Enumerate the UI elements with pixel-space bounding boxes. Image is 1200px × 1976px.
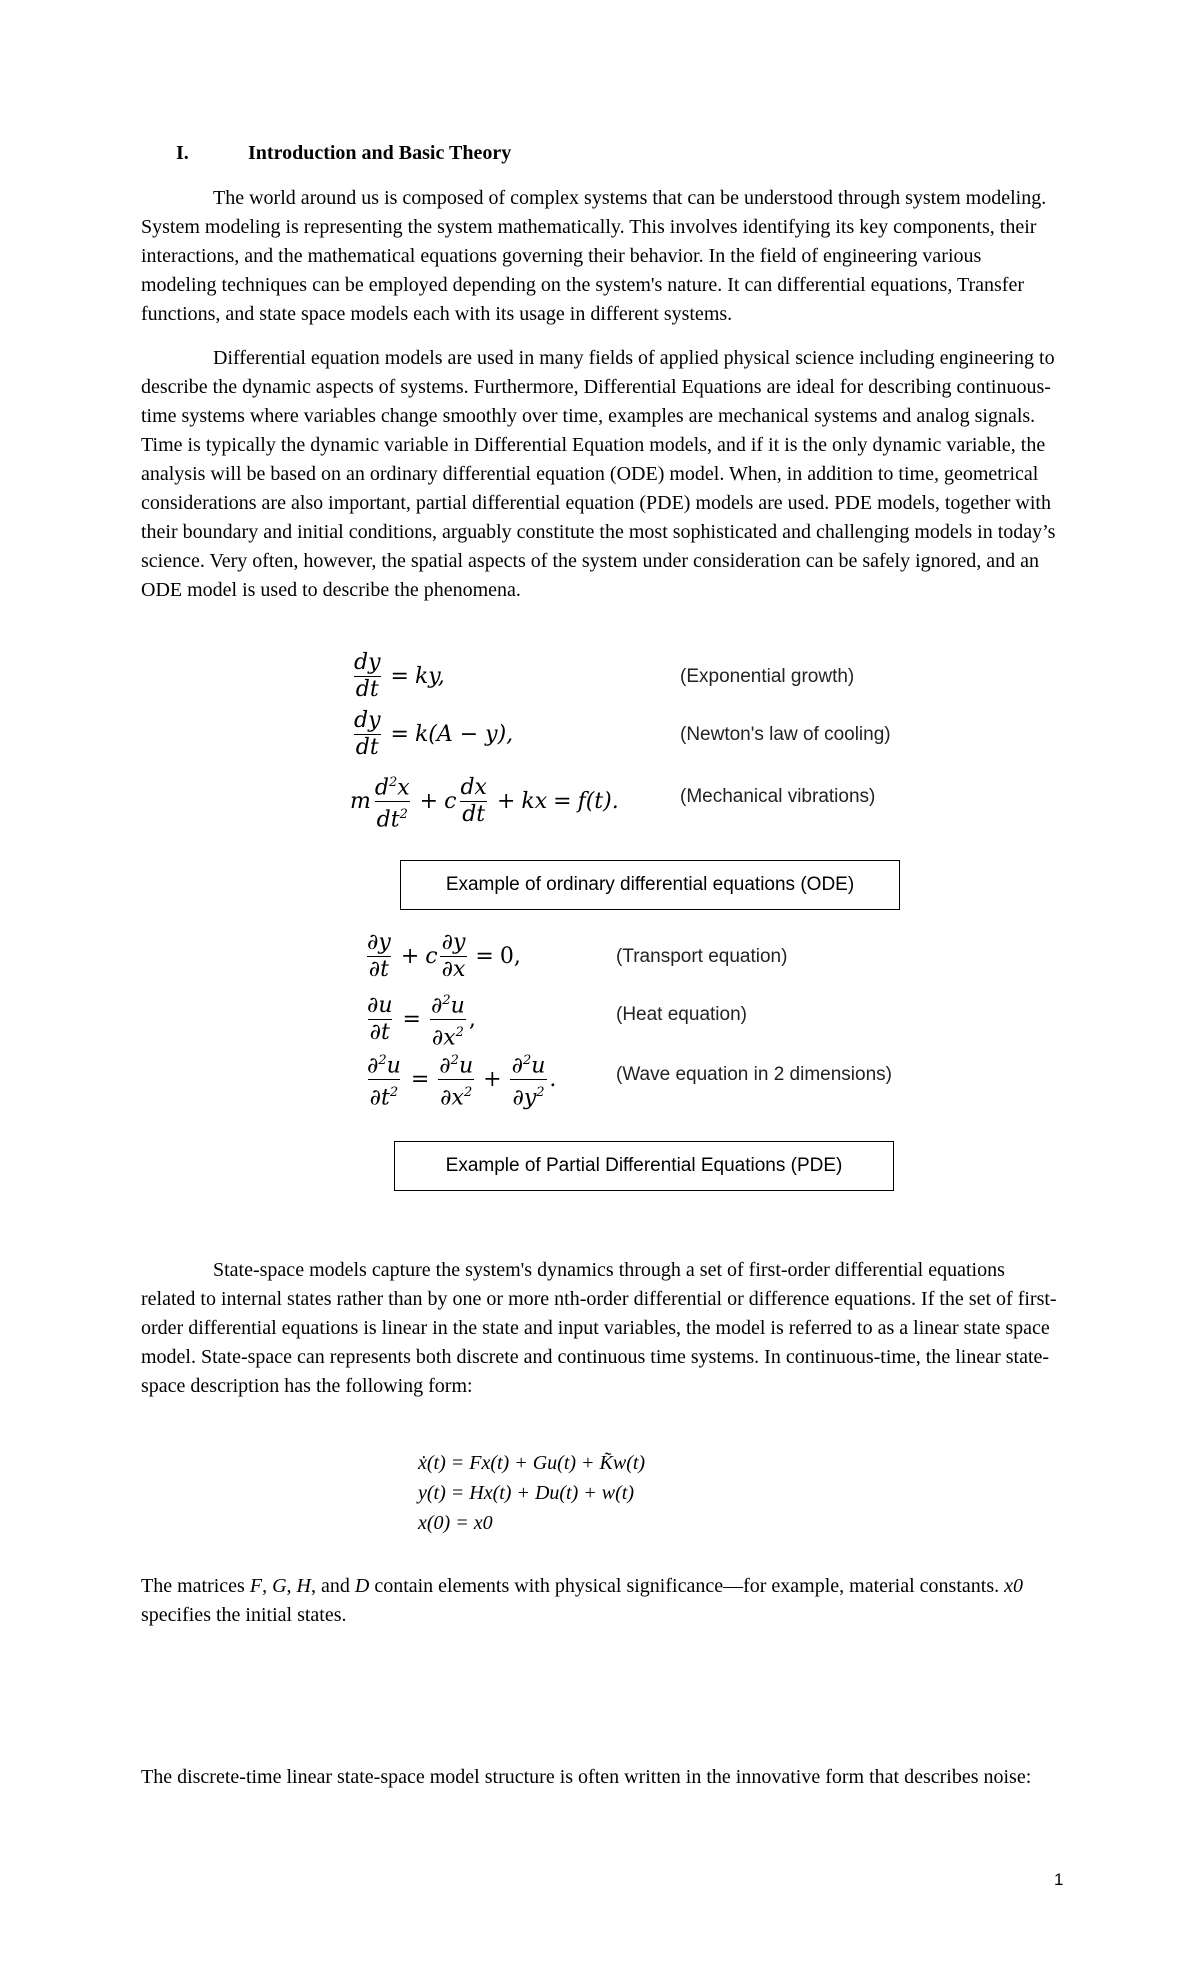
matrices-text-b: contain elements with physical significance—for example, material constants. <box>369 1575 1005 1597</box>
matrix-f: F <box>249 1575 263 1597</box>
pde-label-transport: (Transport equation) <box>616 946 788 967</box>
intro-paragraph <box>141 184 1061 329</box>
intro-text: The world around us is composed of complex systems that can be understood through system modeling. System modeling is representing the system mathematically. This involves identifying its key components, their interactions, and the mathematical equations governing their behavior. In the field of engineering various modeling techniques can be employed depending on the system's nature. It can differential equations, Transfer functions, and state space models each with its usage in different systems. <box>141 187 1047 325</box>
discrete-paragraph <box>141 1763 1061 1792</box>
section-title: Introduction and Basic Theory <box>248 142 512 164</box>
pde-equation-heat: $\frac{\partial u}{\partial t}$ = $\frac{\partial^2u}{\partial x^2}$ , <box>367 993 476 1051</box>
ode-equations <box>350 650 950 836</box>
matrices-text-c: specifies the initial states. <box>141 1604 347 1626</box>
state-space-text: State-space models capture the system's dynamics through a set of first-order differential equations related to internal states rather than by one or more nth-order differential or difference equations. If the set of first-order differential equations is linear in the state and input variables, the model is referred to as a linear state space model. State-space can represents both discrete and continuous time systems. In continuous-time, the linear state-space description has the following form: <box>141 1259 1057 1397</box>
differential-paragraph <box>141 344 1061 605</box>
state-space-equation-3: x(0) = x0 <box>418 1512 493 1534</box>
matrix-d: D <box>354 1575 370 1597</box>
ode-label-cooling: (Newton's law of cooling) <box>680 724 891 745</box>
matrices-sep-2: , <box>286 1575 297 1597</box>
matrices-paragraph <box>141 1572 1061 1630</box>
section-number: I. <box>176 142 189 164</box>
matrix-g: G <box>272 1575 287 1597</box>
pde-caption <box>394 1141 894 1191</box>
ode-caption <box>400 860 900 910</box>
state-space-equation-2: y(t) = Hx(t) + Du(t) + w(t) <box>418 1482 634 1504</box>
ode-equation-exponential: $\frac{dy}{dt}$ = ky, <box>354 650 445 702</box>
matrices-sep-1: , <box>262 1575 273 1597</box>
pde-equations <box>363 930 963 1110</box>
differential-text: Differential equation models are used in many fields of applied physical science including engineering to describe the dynamic aspects of systems. Furthermore, Differential Equations are ideal for describing continuous-time systems where variables change smoothly over time, examples are mechanical systems and analog signals. Time is typically the dynamic variable in Differential Equation models, and if it is the only dynamic variable, the analysis will be based on an ordinary differential equation (ODE) model. When, in addition to time, geometrical considerations are also important, partial differential equation (PDE) models are used. PDE models, together with their boundary and initial conditions, arguably constitute the most sophisticated and challenging models in today’s science. Very often, however, the spatial aspects of the system under consideration can be safely ignored, and an ODE model is used to describe the phenomena. <box>141 347 1056 601</box>
pde-caption-text: Example of Partial Differential Equations (PDE) <box>445 1155 843 1176</box>
ode-label-vibrations: (Mechanical vibrations) <box>680 786 876 807</box>
discrete-text: The discrete-time linear state-space model structure is often written in the innovative form that describes noise: <box>141 1766 1032 1788</box>
matrix-h: H <box>296 1575 311 1597</box>
initial-state-x0: x0 <box>1004 1575 1023 1597</box>
pde-equation-wave: $\frac{\partial^2u}{\partial t^2}$ = $\frac{\partial^2u}{\partial x^2}$ + $\frac{\partial^2u}{\partial y^2}$ . <box>367 1053 557 1111</box>
pde-equation-transport: $\frac{\partial y}{\partial t}$ + c $\frac{\partial y}{\partial x}$ = 0, <box>367 930 521 982</box>
page-number: 1 <box>1054 1870 1064 1889</box>
matrices-and: , and <box>310 1575 355 1597</box>
section-heading <box>176 142 511 165</box>
ode-caption-text: Example of ordinary differential equations (ODE) <box>445 874 855 895</box>
ode-equation-vibrations: m $\frac{d^2x}{dt^2}$ + c $\frac{dx}{dt}$ + kx = f(t). <box>350 775 619 833</box>
state-space-equations <box>418 1448 645 1538</box>
state-space-paragraph <box>141 1256 1061 1401</box>
ode-label-exponential: (Exponential growth) <box>680 666 855 687</box>
ode-equation-cooling: $\frac{dy}{dt}$ = k(A − y), <box>354 708 514 760</box>
matrices-text-a: The matrices <box>141 1575 250 1597</box>
pde-label-heat: (Heat equation) <box>616 1004 747 1025</box>
pde-label-wave: (Wave equation in 2 dimensions) <box>616 1064 892 1085</box>
state-space-equation-1: ẋ(t) = Fx(t) + Gu(t) + K̃w(t) <box>418 1452 646 1474</box>
